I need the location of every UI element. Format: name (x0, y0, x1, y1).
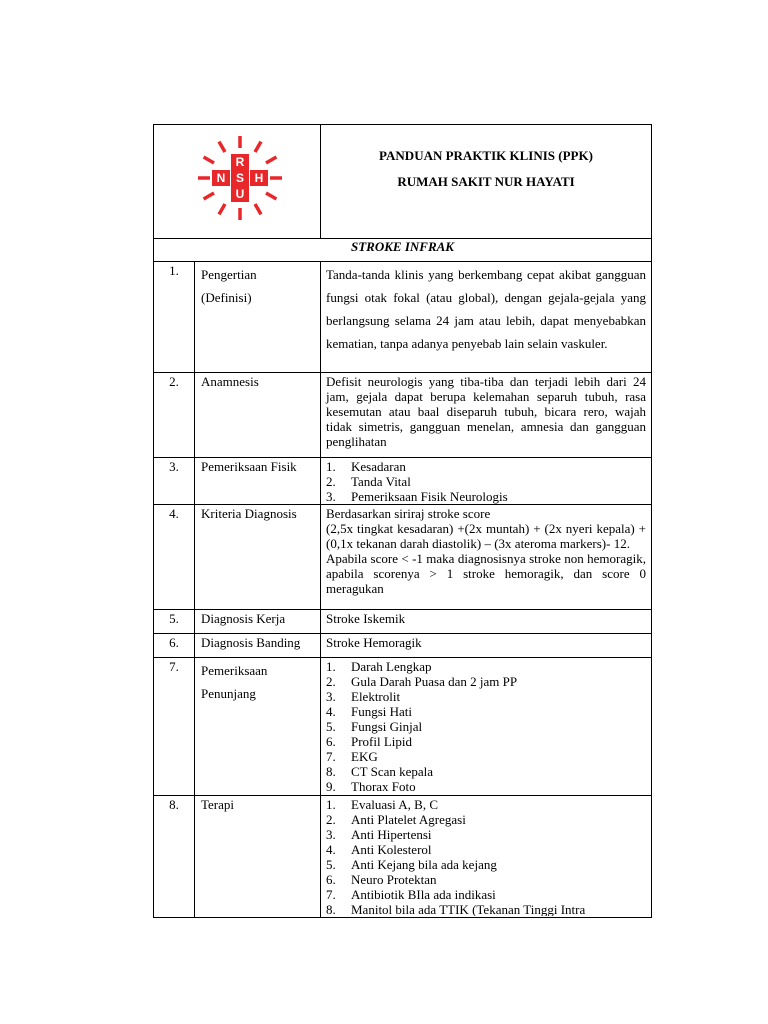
list-item-text: Fungsi Ginjal (351, 719, 423, 734)
list-item (326, 764, 646, 779)
list-item-number: 8. (326, 902, 336, 916)
list-item-text: Manitol bila ada TTIK (Tekanan Tinggi Intra (351, 902, 586, 916)
table-row (154, 505, 652, 610)
list-item-number: 5. (326, 857, 336, 872)
list-item-text: Neuro Protektan (351, 872, 437, 887)
logo-letter-right: H (250, 170, 268, 186)
row-label: Diagnosis Banding (195, 634, 321, 658)
list-item-number: 1. (326, 659, 336, 674)
list-item-text: CT Scan kepala (351, 764, 434, 779)
list-item-number: 8. (326, 764, 336, 779)
row-content: Stroke Iskemik (321, 610, 652, 634)
criteria-intro: Berdasarkan siriraj stroke score (326, 506, 491, 521)
row-content (321, 658, 652, 796)
list-item-number: 2. (326, 474, 336, 489)
sun-ray (204, 157, 214, 163)
table-row (154, 373, 652, 458)
list-item (326, 857, 646, 872)
list-item (326, 659, 646, 674)
row-number: 2. (154, 373, 195, 458)
list-item-number: 6. (326, 872, 336, 887)
logo-letter-top: R (231, 154, 249, 170)
list-item (326, 459, 646, 474)
row-number: 5. (154, 610, 195, 634)
list-item (326, 689, 646, 704)
list-item (326, 872, 646, 887)
list-item-text: Thorax Foto (351, 779, 416, 794)
list-item-number: 9. (326, 779, 336, 794)
subject-row (154, 239, 652, 262)
title-cell (321, 125, 652, 239)
row-content: Tanda-tanda klinis yang berkembang cepat akibat gangguan fungsi otak fokal (atau global), dengan gejala-gejala yang berlangsung selama 24 jam atau lebih, dapat menyebabkan kematian, tanpa adanya penyebab lain selain vaskuler. (321, 262, 652, 373)
ppk-table (153, 124, 652, 918)
row-label (195, 262, 321, 373)
list-item-number: 5. (326, 719, 336, 734)
row-label: Kriteria Diagnosis (195, 505, 321, 610)
logo-letter-left: N (212, 170, 230, 186)
ppk-document (153, 124, 651, 918)
list-item-text: EKG (351, 749, 378, 764)
list-item-text: Pemeriksaan Fisik Neurologis (351, 489, 508, 504)
list-item-number: 7. (326, 749, 336, 764)
row-number: 1. (154, 262, 195, 373)
criteria-formula: (2,5x tingkat kesadaran) +(2x muntah) + (2x nyeri kepala) + (0,1x tekanan darah diastolik) – (3x ateroma markers)- 12. (326, 521, 646, 551)
hospital-name: RUMAH SAKIT NUR HAYATI (397, 174, 575, 189)
list-item-text: Antibiotik BIla ada indikasi (351, 887, 496, 902)
row-content: Stroke Hemoragik (321, 634, 652, 658)
row-label (195, 658, 321, 796)
table-row (154, 610, 652, 634)
list-item-text: Kesadaran (351, 459, 406, 474)
row-label: Terapi (195, 796, 321, 918)
criteria-interpretation: Apabila score < -1 maka diagnosisnya stroke non hemoragik, apabila scorenya > 1 stroke hemoragik, dan score 0 meragukan (326, 551, 646, 596)
sun-ray (266, 157, 276, 163)
sun-ray (219, 142, 225, 152)
list-item (326, 812, 646, 827)
list-item-number: 2. (326, 812, 336, 827)
logo-cell (154, 125, 321, 239)
list-item-text: Darah Lengkap (351, 659, 432, 674)
table-row (154, 458, 652, 505)
list-item (326, 797, 646, 812)
list-item-number: 2. (326, 674, 336, 689)
list-item-number: 4. (326, 704, 336, 719)
row-number: 4. (154, 505, 195, 610)
list-item (326, 734, 646, 749)
list-item-text: Fungsi Hati (351, 704, 413, 719)
list-item-text: Gula Darah Puasa dan 2 jam PP (351, 674, 518, 689)
list-item (326, 489, 646, 504)
list-item-number: 1. (326, 459, 336, 474)
list-item-number: 6. (326, 734, 336, 749)
logo-letter-center: S (231, 170, 249, 186)
list-item-text: Anti Kolesterol (351, 842, 432, 857)
row-label: Pemeriksaan Fisik (195, 458, 321, 505)
sun-ray (266, 193, 276, 199)
list-item-text: Profil Lipid (351, 734, 413, 749)
list-item-number: 3. (326, 689, 336, 704)
row-label-line: Penunjang (201, 686, 256, 701)
list-item-number: 1. (326, 797, 336, 812)
row-number: 8. (154, 796, 195, 918)
list-item-text: Evaluasi A, B, C (351, 797, 439, 812)
list-item-text: Elektrolit (351, 689, 401, 704)
list-item (326, 674, 646, 689)
numbered-list (326, 797, 646, 916)
row-label-line: Pengertian (201, 267, 257, 282)
table-row (154, 262, 652, 373)
row-number: 7. (154, 658, 195, 796)
list-item (326, 842, 646, 857)
row-label-line: (Definisi) (201, 290, 252, 305)
sun-ray (255, 142, 261, 152)
list-item-text: Tanda Vital (351, 474, 411, 489)
row-content: Defisit neurologis yang tiba-tiba dan terjadi lebih dari 24 jam, gejala dapat berupa kelemahan separuh tubuh, rasa kesemutan atau baal diseparuh tubuh, bicara rero, wajah tidak simetris, gangguan menelan, amnesia dan gangguan penglihatan (321, 373, 652, 458)
numbered-list (326, 459, 646, 504)
list-item (326, 902, 646, 916)
list-item-text: Anti Kejang bila ada kejang (351, 857, 497, 872)
sun-ray (204, 193, 214, 199)
list-item-text: Anti Hipertensi (351, 827, 432, 842)
list-item-text: Anti Platelet Agregasi (351, 812, 466, 827)
table-row (154, 796, 652, 918)
list-item-number: 4. (326, 842, 336, 857)
logo-letter-bottom: U (231, 186, 249, 202)
sun-ray (219, 204, 225, 214)
numbered-list (326, 659, 646, 794)
list-item-number: 7. (326, 887, 336, 902)
list-item-number: 3. (326, 489, 336, 504)
table-row (154, 634, 652, 658)
list-item (326, 704, 646, 719)
list-item (326, 887, 646, 902)
row-content (321, 458, 652, 505)
list-item (326, 779, 646, 794)
row-content (321, 796, 652, 918)
hospital-logo (194, 135, 286, 227)
row-label-line: Pemeriksaan (201, 663, 268, 678)
row-content (321, 505, 652, 610)
row-label: Anamnesis (195, 373, 321, 458)
list-item (326, 749, 646, 764)
subject-title: STROKE INFRAK (154, 239, 652, 262)
table-row (154, 658, 652, 796)
list-item (326, 827, 646, 842)
list-item-number: 3. (326, 827, 336, 842)
sun-ray (255, 204, 261, 214)
row-number: 6. (154, 634, 195, 658)
document-title: PANDUAN PRAKTIK KLINIS (PPK) (379, 148, 593, 163)
list-item (326, 719, 646, 734)
header-row (154, 125, 652, 239)
list-item (326, 474, 646, 489)
row-label: Diagnosis Kerja (195, 610, 321, 634)
row-number: 3. (154, 458, 195, 505)
